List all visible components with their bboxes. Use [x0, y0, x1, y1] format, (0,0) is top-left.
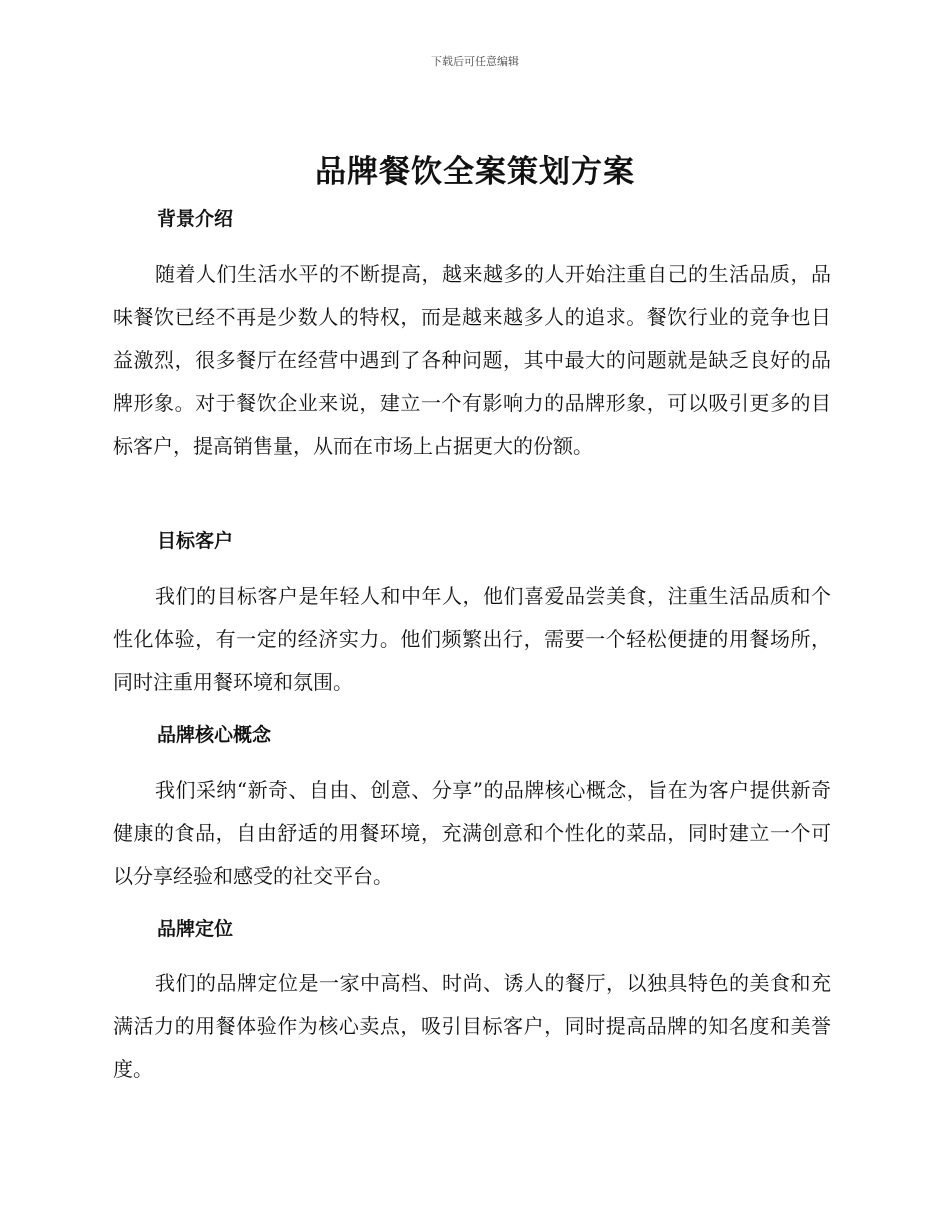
section-body-brand-core-concept: 我们采纳“新奇、自由、创意、分享”的品牌核心概念，旨在为客户提供新奇健康的食品，自由舒适的用餐环境，充满创意和个性化的菜品，同时建立一个可以分享经验和感受的社交平台。 [113, 778, 831, 888]
section-heading-background: 背景介绍 [157, 208, 234, 230]
section-body-background: 随着人们生活水平的不断提高，越来越多的人开始注重自己的生活品质，品味餐饮已经不再是少数人的特权，而是越来越多人的追求。餐饮行业的竞争也日益激烈，很多餐厅在经营中遇到了各种问题，其中最大的问题就是缺乏良好的品牌形象。对于餐饮企业来说，建立一个有影响力的品牌形象，可以吸引更多的目标客户，提高销售量，从而在市场上占据更大的份额。 [113, 262, 831, 458]
section-body-brand-positioning: 我们的品牌定位是一家中高档、时尚、诱人的餐厅，以独具特色的美食和充满活力的用餐体验作为核心卖点，吸引目标客户，同时提高品牌的知名度和美誉度。 [113, 971, 831, 1081]
page-header-note: 下载后可任意编辑 [431, 55, 519, 68]
document-title: 品牌餐饮全案策划方案 [315, 154, 635, 190]
section-heading-brand-core-concept: 品牌核心概念 [157, 724, 272, 746]
section-heading-target-customers: 目标客户 [157, 530, 234, 552]
section-body-target-customers: 我们的目标客户是年轻人和中年人，他们喜爱品尝美食，注重生活品质和个性化体验，有一定的经济实力。他们频繁出行，需要一个轻松便捷的用餐场所，同时注重用餐环境和氛围。 [113, 584, 831, 694]
section-heading-brand-positioning: 品牌定位 [157, 918, 234, 940]
